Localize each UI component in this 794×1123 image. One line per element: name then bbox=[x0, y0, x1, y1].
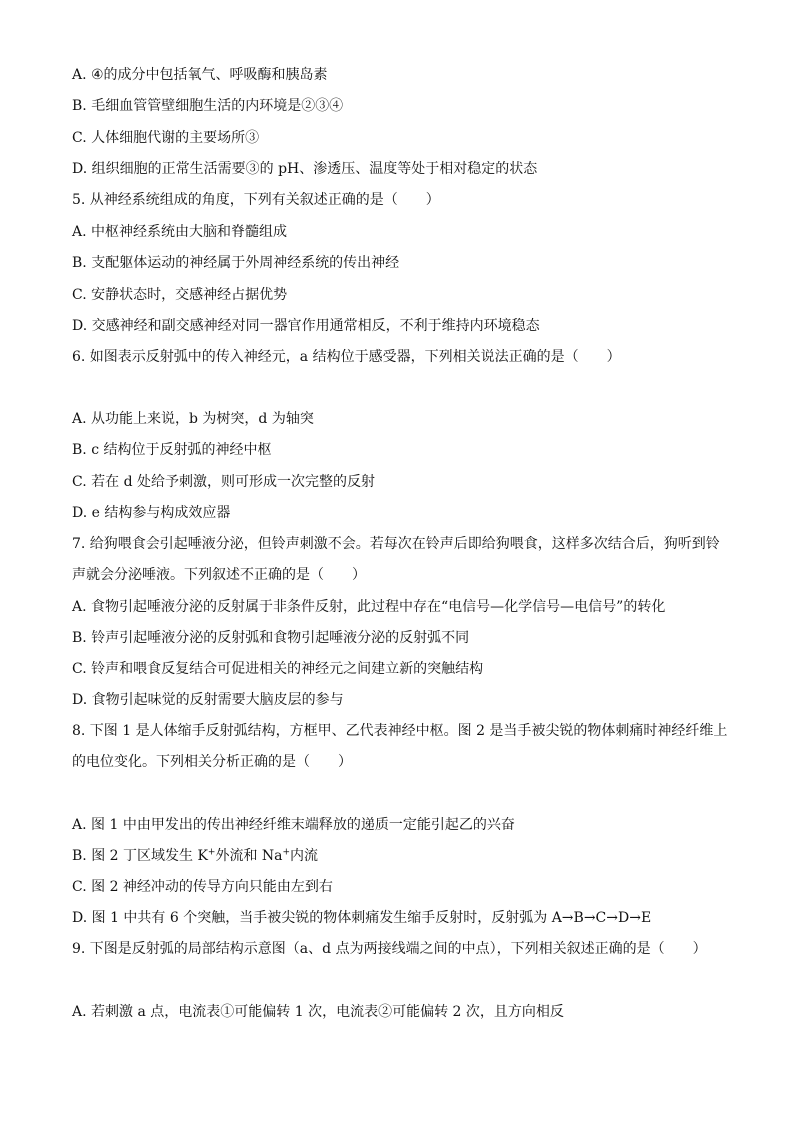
q5-option-d: D. 交感神经和副交感神经对同一器官作用通常相反，不利于维持内环境稳态 bbox=[72, 318, 540, 334]
q6-option-d: D. e 结构参与构成效应器 bbox=[72, 505, 231, 521]
q9-option-a: A. 若刺激 a 点，电流表①可能偏转 1 次，电流表②可能偏转 2 次，且方向相反 bbox=[72, 1004, 564, 1020]
q6-stem: 6. 如图表示反射弧中的传入神经元，a 结构位于感受器，下列相关说法正确的是（ ） bbox=[72, 349, 621, 365]
q6-option-b: B. c 结构位于反射弧的神经中枢 bbox=[72, 442, 272, 458]
q8-option-b-pre: B. 图 2 丁区域发生 K bbox=[72, 848, 208, 864]
q7-stem-line2: 声就会分泌唾液。下列叙述不正确的是（ ） bbox=[72, 567, 366, 583]
q8-option-d: D. 图 1 中共有 6 个突触，当手被尖锐的物体刺痛发生缩手反射时，反射弧为 A→B→C→D→E bbox=[72, 910, 652, 926]
q8-stem-line2: 的电位变化。下列相关分析正确的是（ ） bbox=[72, 754, 352, 770]
q8-option-b-post: 内流 bbox=[290, 848, 319, 864]
q4-option-a: A. ④的成分中包括氧气、呼吸酶和胰岛素 bbox=[72, 67, 328, 83]
q5-stem: 5. 从神经系统组成的角度，下列有关叙述正确的是（ ） bbox=[72, 192, 440, 208]
q5-option-a: A. 中枢神经系统由大脑和脊髓组成 bbox=[72, 224, 288, 240]
q7-option-c: C. 铃声和喂食反复结合可促进相关的神经元之间建立新的突触结构 bbox=[72, 661, 484, 677]
q7-stem-line1: 7. 给狗喂食会引起唾液分泌，但铃声刺激不会。若每次在铃声后即给狗喂食，这样多次结合后，狗听到铃 bbox=[72, 536, 720, 552]
q8-option-b-mid: 外流和 Na bbox=[215, 848, 283, 864]
q7-option-d: D. 食物引起味觉的反射需要大脑皮层的参与 bbox=[72, 692, 344, 708]
q8-option-c: C. 图 2 神经冲动的传导方向只能由左到右 bbox=[72, 879, 333, 895]
q8-option-b-sup2: + bbox=[282, 847, 291, 858]
q7-option-a: A. 食物引起唾液分泌的反射属于非条件反射，此过程中存在“电信号—化学信号—电信号”的转化 bbox=[72, 599, 666, 615]
q5-option-c: C. 安静状态时，交感神经占据优势 bbox=[72, 287, 288, 303]
q8-option-b-sup1: + bbox=[207, 847, 216, 858]
q5-option-b: B. 支配躯体运动的神经属于外周神经系统的传出神经 bbox=[72, 255, 400, 271]
q7-option-b: B. 铃声引起唾液分泌的反射弧和食物引起唾液分泌的反射弧不同 bbox=[72, 630, 470, 646]
q9-stem: 9. 下图是反射弧的局部结构示意图（a、d 点为两接线端之间的中点），下列相关叙述正确的是（ ） bbox=[72, 941, 707, 957]
q4-option-b: B. 毛细血管管壁细胞生活的内环境是②③④ bbox=[72, 98, 344, 114]
q8-option-a: A. 图 1 中由甲发出的传出神经纤维末端释放的递质一定能引起乙的兴奋 bbox=[72, 817, 515, 833]
q6-option-c: C. 若在 d 处给予刺激，则可形成一次完整的反射 bbox=[72, 474, 375, 490]
q6-option-a: A. 从功能上来说，b 为树突，d 为轴突 bbox=[72, 411, 314, 427]
q8-option-b bbox=[72, 846, 754, 866]
q4-option-d: D. 组织细胞的正常生活需要③的 pH、渗透压、温度等处于相对稳定的状态 bbox=[72, 161, 538, 177]
q8-stem-line1: 8. 下图 1 是人体缩手反射弧结构，方框甲、乙代表神经中枢。图 2 是当手被尖锐的物体刺痛时神经纤维上 bbox=[72, 723, 728, 739]
q4-option-c: C. 人体细胞代谢的主要场所③ bbox=[72, 130, 260, 146]
